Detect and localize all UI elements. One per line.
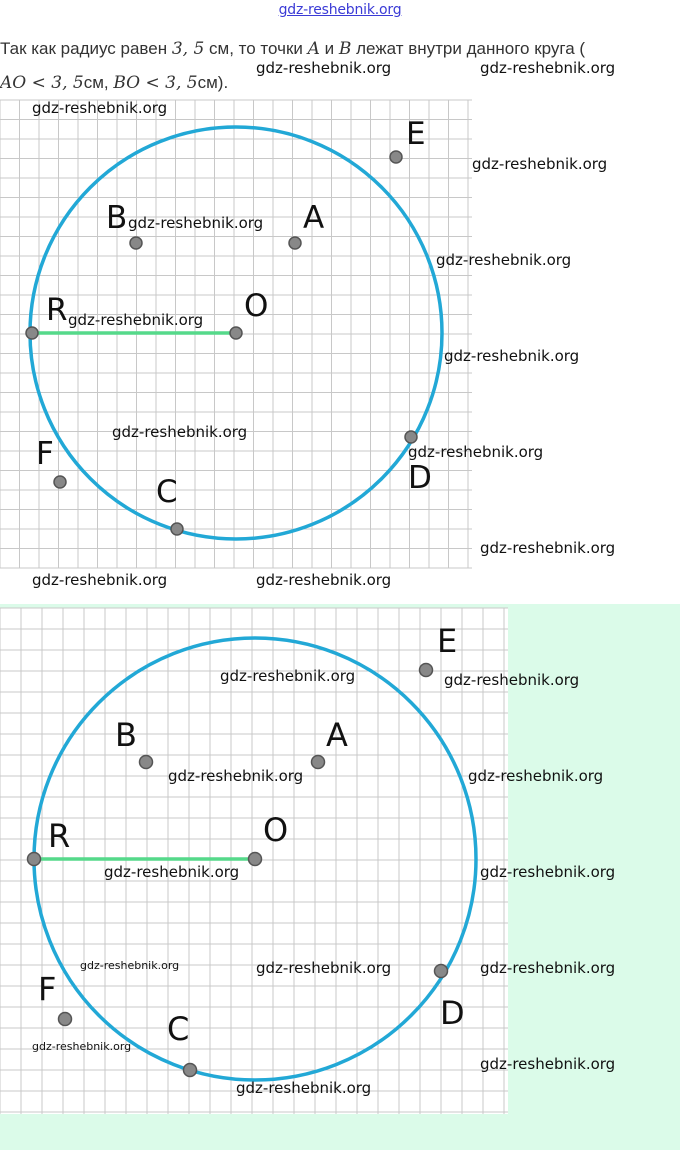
lower-label-a: A	[326, 716, 348, 754]
watermark-text: gdz-reshebnik.org	[480, 539, 616, 557]
lower-label-e: E	[437, 622, 458, 660]
watermark-text: gdz-reshebnik.org	[256, 959, 392, 977]
lower-label-d: D	[440, 994, 465, 1032]
upper-point-a	[289, 237, 301, 249]
watermark-text: gdz-reshebnik.org	[480, 863, 616, 881]
watermark-text: gdz-reshebnik.org	[256, 571, 392, 589]
watermark-text: gdz-reshebnik.org	[80, 959, 180, 972]
upper-label-f: F	[36, 436, 54, 472]
lower-point-f	[59, 1013, 72, 1026]
upper-point-f	[54, 476, 66, 488]
upper-label-r: R	[46, 292, 68, 328]
watermark-text: gdz-reshebnik.org	[128, 214, 264, 232]
watermark-text: gdz-reshebnik.org	[236, 1079, 372, 1097]
upper-point-e	[390, 151, 402, 163]
watermark-text: gdz-reshebnik.org	[480, 959, 616, 977]
upper-point-b	[130, 237, 142, 249]
watermark-text: gdz-reshebnik.org	[480, 1055, 616, 1073]
lower-point-d	[435, 965, 448, 978]
watermark-text: gdz-reshebnik.org	[436, 251, 572, 269]
upper-point-d	[405, 431, 417, 443]
watermark-text: gdz-reshebnik.org	[104, 863, 240, 881]
lower-label-b: B	[115, 716, 137, 754]
lower-point-b	[140, 756, 153, 769]
watermark-text: gdz-reshebnik.org	[444, 671, 580, 689]
lower-point-c	[184, 1064, 197, 1077]
upper-label-a: A	[303, 200, 325, 236]
upper-point-o	[230, 327, 242, 339]
watermark-text: gdz-reshebnik.org	[444, 347, 580, 365]
upper-label-e: E	[406, 116, 426, 152]
lower-point-o	[249, 853, 262, 866]
site-link[interactable]: gdz-reshebnik.org	[278, 2, 402, 18]
statement-line-2: AO < 3, 5см, BO < 3, 5см).	[0, 73, 229, 93]
watermark-text: gdz-reshebnik.org	[468, 767, 604, 785]
watermark-text: gdz-reshebnik.org	[68, 311, 204, 329]
watermark-text: gdz-reshebnik.org	[472, 155, 608, 173]
watermark-text: gdz-reshebnik.org	[408, 443, 544, 461]
lower-label-r: R	[48, 817, 71, 855]
statement-line-1: Так как радиус равен 3, 5 см, то точки A и B лежат внутри данного круга (	[0, 39, 586, 59]
watermark-text: gdz-reshebnik.org	[32, 571, 168, 589]
watermark-text: gdz-reshebnik.org	[480, 59, 616, 77]
watermark-text: gdz-reshebnik.org	[112, 423, 248, 441]
upper-point-c	[171, 523, 183, 535]
upper-point-r	[26, 327, 38, 339]
lower-label-o: O	[263, 811, 289, 849]
watermark-text: gdz-reshebnik.org	[168, 767, 304, 785]
lower-point-e	[420, 664, 433, 677]
watermark-text: gdz-reshebnik.org	[256, 59, 392, 77]
watermark-text: gdz-reshebnik.org	[32, 99, 168, 117]
lower-point-r	[28, 853, 41, 866]
watermark-text: gdz-reshebnik.org	[220, 667, 356, 685]
upper-label-d: D	[408, 460, 432, 496]
lower-label-c: C	[167, 1010, 190, 1048]
upper-label-o: O	[244, 288, 269, 324]
watermark-text: gdz-reshebnik.org	[32, 1040, 132, 1053]
lower-label-f: F	[38, 970, 57, 1008]
upper-label-c: C	[156, 474, 178, 510]
lower-point-a	[312, 756, 325, 769]
upper-label-b: B	[106, 200, 128, 236]
